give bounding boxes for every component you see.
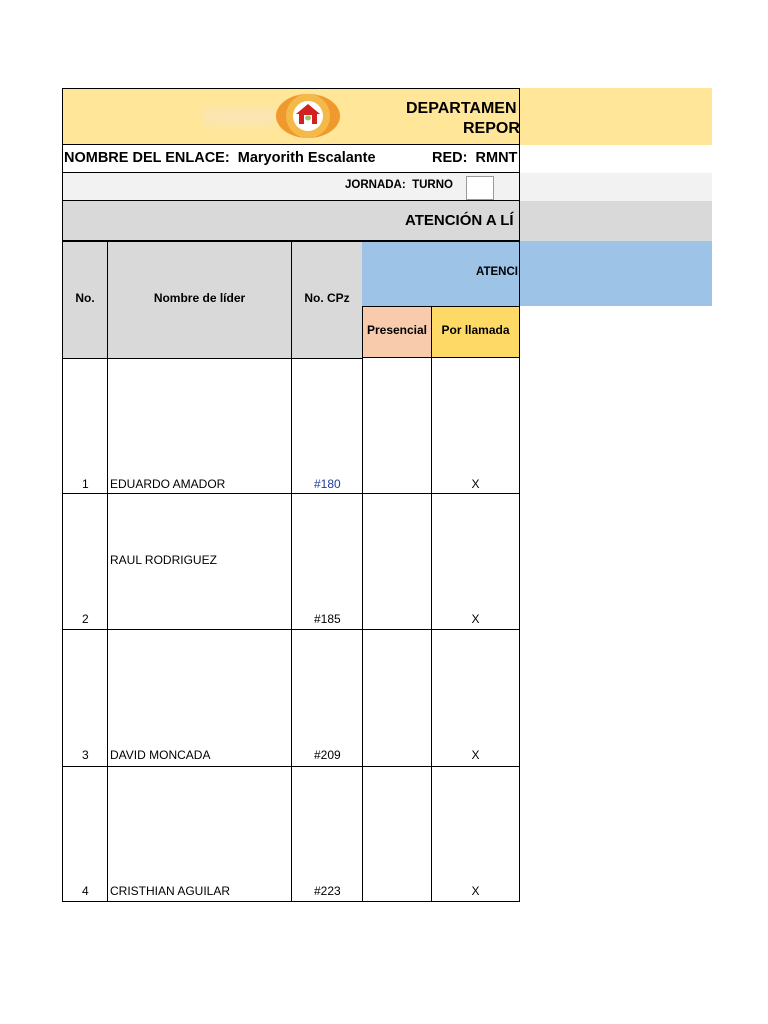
title-line-1: DEPARTAMEN [406,100,517,117]
header-llamada: Por llamada [441,323,510,337]
row-4-cpz: #223 [314,884,341,898]
title-line-2: REPOR [463,120,520,137]
row-1-llamada-cell[interactable] [431,358,520,494]
header-presencial-cell [362,306,432,358]
row-3-presencial-cell[interactable] [362,630,432,767]
row-1-no-cell [62,358,108,494]
turno-label: TURNO [412,179,453,191]
header-no: No. [75,291,95,305]
row-1-cpz-cell[interactable] [291,358,363,494]
row-3-no: 3 [82,748,89,762]
house-icon [294,102,322,126]
row-2-llamada-cell[interactable] [431,494,520,630]
row-2-cpz: #185 [314,612,341,626]
header-nombre-cell [107,241,292,359]
row-4-no-cell [62,767,108,902]
header-nombre: Nombre de líder [153,291,246,305]
row-3-nombre: DAVID MONCADA [110,748,211,762]
atencion-title: ATENCIÓN A LÍ [405,212,514,229]
row-2-cpz-cell[interactable] [291,494,363,630]
row-3-llamada: X [471,748,480,762]
row-1-nombre-cell[interactable] [107,358,292,494]
row-3-nombre-cell[interactable] [107,630,292,767]
row-1-no: 1 [82,477,89,491]
header-cpz: No. CPz [304,291,350,305]
enlace-name: Maryorith Escalante [237,150,376,166]
row-2-no: 2 [82,612,89,626]
red-label: RED: [432,150,468,166]
header-atencion-label: ATENCI [476,266,518,278]
row-4-llamada: X [471,884,480,898]
row-4-cpz-cell[interactable] [291,767,363,902]
jornada-info [345,179,453,191]
row-3-no-cell [62,630,108,767]
row-3-cpz-cell[interactable] [291,630,363,767]
row-4-no: 4 [82,884,89,898]
blurred-text [202,108,278,126]
row-4-llamada-cell[interactable] [431,767,520,902]
turno-input[interactable] [466,176,494,200]
row-2-nombre-cell[interactable] [107,494,292,630]
enlace-label: NOMBRE DEL ENLACE: [64,150,230,166]
row-1-nombre: EDUARDO AMADOR [110,477,226,491]
row-4-presencial-cell[interactable] [362,767,432,902]
row-1-presencial-cell[interactable] [362,358,432,494]
row-3-llamada-cell[interactable] [431,630,520,767]
red-info [432,150,517,166]
row-3-cpz: #209 [314,748,341,762]
header-presencial: Presencial [366,323,428,337]
header-cpz-cell [291,241,363,359]
jornada-label: JORNADA: [345,179,406,191]
row-4-nombre: CRISTHIAN AGUILAR [110,884,231,898]
row-4-nombre-cell[interactable] [107,767,292,902]
enlace-info [64,150,376,166]
row-2-nombre: RAUL RODRIGUEZ [110,553,217,567]
row-1-llamada: X [471,477,480,491]
row-2-llamada: X [471,612,480,626]
row-2-presencial-cell[interactable] [362,494,432,630]
red-value: RMNT [475,150,518,166]
header-no-cell [62,241,108,359]
header-llamada-cell [431,306,520,358]
row-2-no-cell [62,494,108,630]
row-1-cpz: #180 [314,477,341,491]
